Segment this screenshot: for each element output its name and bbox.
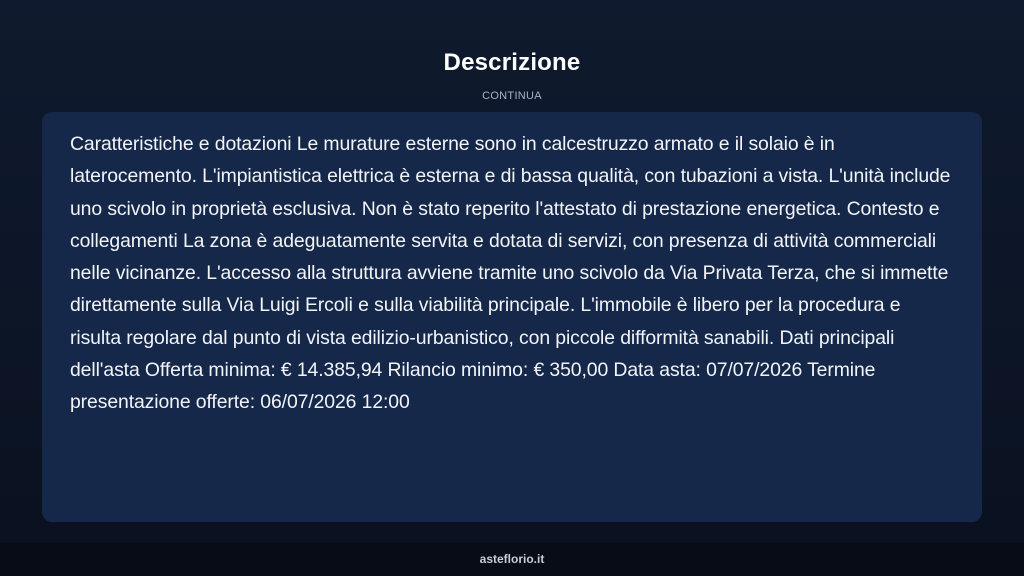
description-card	[42, 112, 982, 522]
description-text: Caratteristiche e dotazioni Le murature esterne sono in calcestruzzo armato e il solaio è in laterocemento. L'impiantistica elettrica è esterna e di bassa qualità, con tubazioni a vista. L'unità include uno scivolo in proprietà esclusiva. Non è stato reperito l'attestato di prestazione energetica. Contesto e collegamenti La zona è adeguatamente servita e dotata di servizi, con presenza di attività commerciali nelle vicinanze. L'accesso alla struttura avviene tramite uno scivolo da Via Privata Terza, che si immette direttamente sulla Via Luigi Ercoli e sulla viabilità principale. L'immobile è libero per la procedura e risulta regolare dal punto di vista edilizio-urbanistico, con piccole difformità sanabili. Dati principali dell'asta Offerta minima: € 14.385,94 Rilancio minimo: € 350,00 Data asta: 07/07/2026 Termine presentazione offerte: 06/07/2026 12:00	[70, 133, 951, 414]
page-subtitle: CONTINUA	[482, 90, 542, 102]
footer-site-name: asteflorio.it	[479, 552, 545, 566]
footer-bar	[0, 543, 1024, 576]
page-title: Descrizione	[443, 49, 581, 76]
